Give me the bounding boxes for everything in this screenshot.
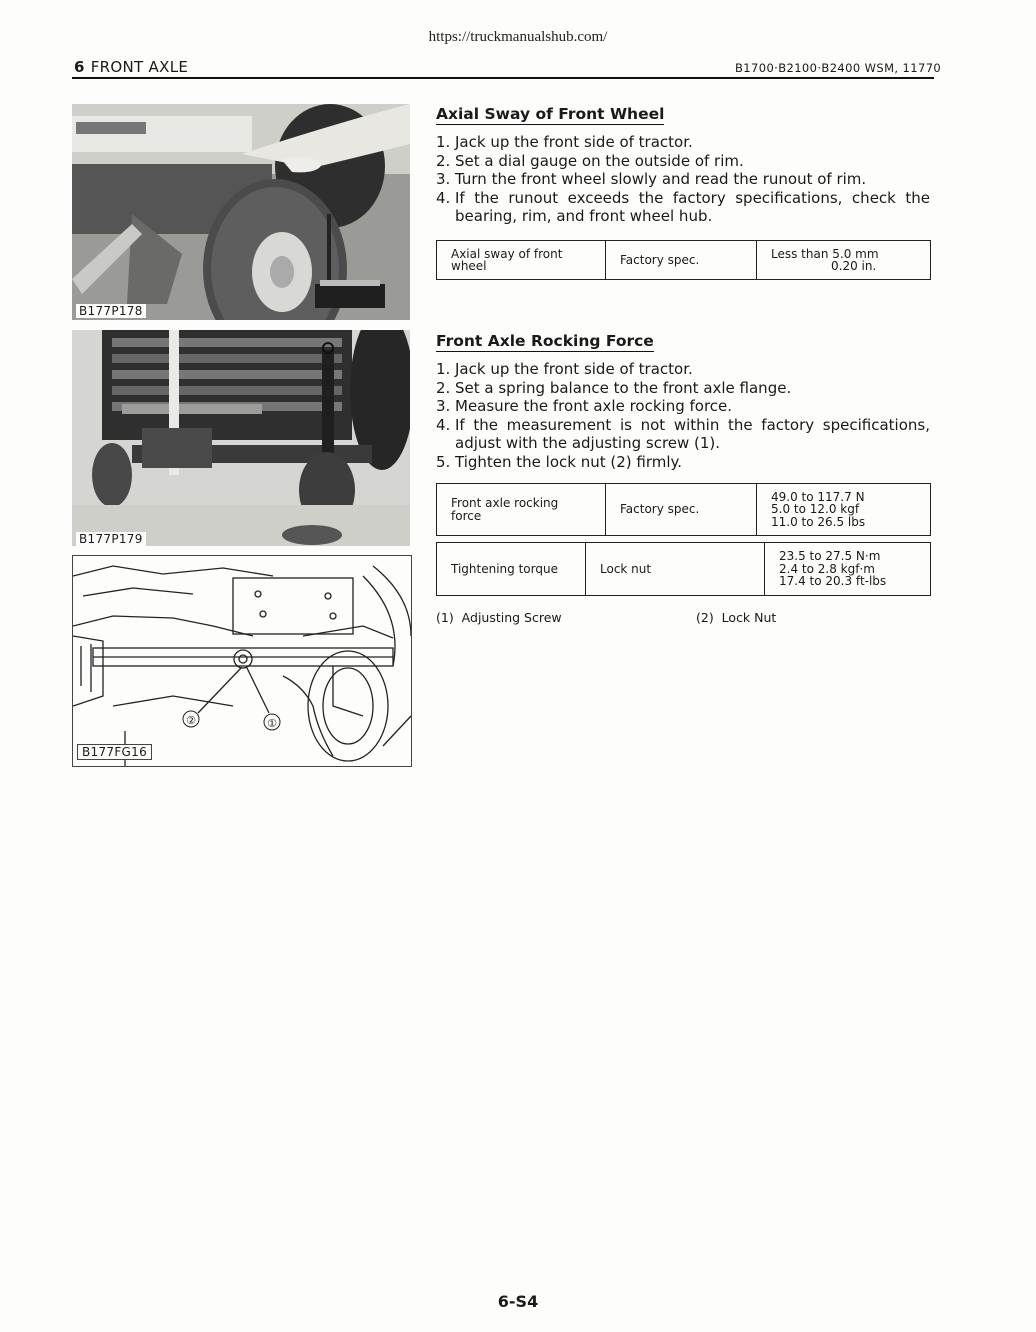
spec-type: Factory spec. xyxy=(606,484,757,536)
callout-2: ② xyxy=(186,714,196,727)
figure-label-3: B177FG16 xyxy=(77,744,152,760)
axle-line-drawing xyxy=(73,556,411,766)
figure-label-1: B177P178 xyxy=(76,304,146,318)
spring-balance-photo-illustration xyxy=(72,330,410,546)
rocking-force-steps xyxy=(436,360,930,471)
axial-sway-title: Axial Sway of Front Wheel xyxy=(436,105,665,123)
list-item: 1. Jack up the front side of tractor. xyxy=(436,360,693,378)
rocking-force-spec-table xyxy=(436,483,931,536)
figure-spring-balance-photo xyxy=(72,330,410,546)
spec-value: Less than 5.0 mm 0.20 in. xyxy=(757,241,931,280)
list-item: 4. If the runout exceeds the factory specifications, check the bearing, rim, and front wheel hub. xyxy=(436,188,930,225)
table-row xyxy=(437,241,931,280)
list-item: 2. Set a dial gauge on the outside of rim. xyxy=(436,151,744,170)
torque-item: Tightening torque xyxy=(437,543,586,596)
axial-sway-steps xyxy=(436,133,930,226)
legend-adjusting-screw: (1) Adjusting Screw xyxy=(436,610,562,625)
source-url[interactable]: https://truckmanualshub.com/ xyxy=(428,29,608,45)
list-item: 4. If the measurement is not within the factory specifications, adjust with the adjusting screw (1). xyxy=(436,415,930,452)
page-number: 6-S4 xyxy=(497,1292,539,1311)
list-item: 2. Set a spring balance to the front axle flange. xyxy=(436,378,792,397)
list-item: 3. Turn the front wheel slowly and read the runout of rim. xyxy=(436,170,867,188)
table-row xyxy=(437,543,931,596)
figure-dial-gauge-photo xyxy=(72,104,410,320)
manual-reference: B1700·B2100·B2400 WSM, 11770 xyxy=(735,61,942,75)
header-rule xyxy=(72,77,934,79)
table-row xyxy=(437,484,931,536)
spec-value: 49.0 to 117.7 N 5.0 to 12.0 kgf 11.0 to 26.5 lbs xyxy=(757,484,931,536)
torque-value: 23.5 to 27.5 N·m 2.4 to 2.8 kgf·m 17.4 to 20.3 ft-lbs xyxy=(765,543,931,596)
rocking-force-title: Front Axle Rocking Force xyxy=(436,332,654,350)
section-title: FRONT AXLE xyxy=(90,58,189,76)
tightening-torque-table xyxy=(436,542,931,596)
spec-item: Axial sway of front wheel xyxy=(437,241,606,280)
list-item: 5. Tighten the lock nut (2) firmly. xyxy=(436,452,683,471)
dial-gauge-photo-illustration xyxy=(72,104,410,320)
spec-item: Front axle rocking force xyxy=(437,484,606,536)
figure-axle-diagram xyxy=(72,555,412,767)
list-item: 3. Measure the front axle rocking force. xyxy=(436,397,733,415)
section-header xyxy=(74,58,188,76)
callout-1: ① xyxy=(267,717,277,730)
spec-type: Factory spec. xyxy=(606,241,757,280)
legend-lock-nut: (2) Lock Nut xyxy=(696,610,777,625)
figure-label-2: B177P179 xyxy=(76,532,146,546)
torque-part: Lock nut xyxy=(586,543,765,596)
axial-sway-spec-table xyxy=(436,240,931,280)
list-item: 1. Jack up the front side of tractor. xyxy=(436,133,693,151)
section-number: 6 xyxy=(74,58,85,76)
